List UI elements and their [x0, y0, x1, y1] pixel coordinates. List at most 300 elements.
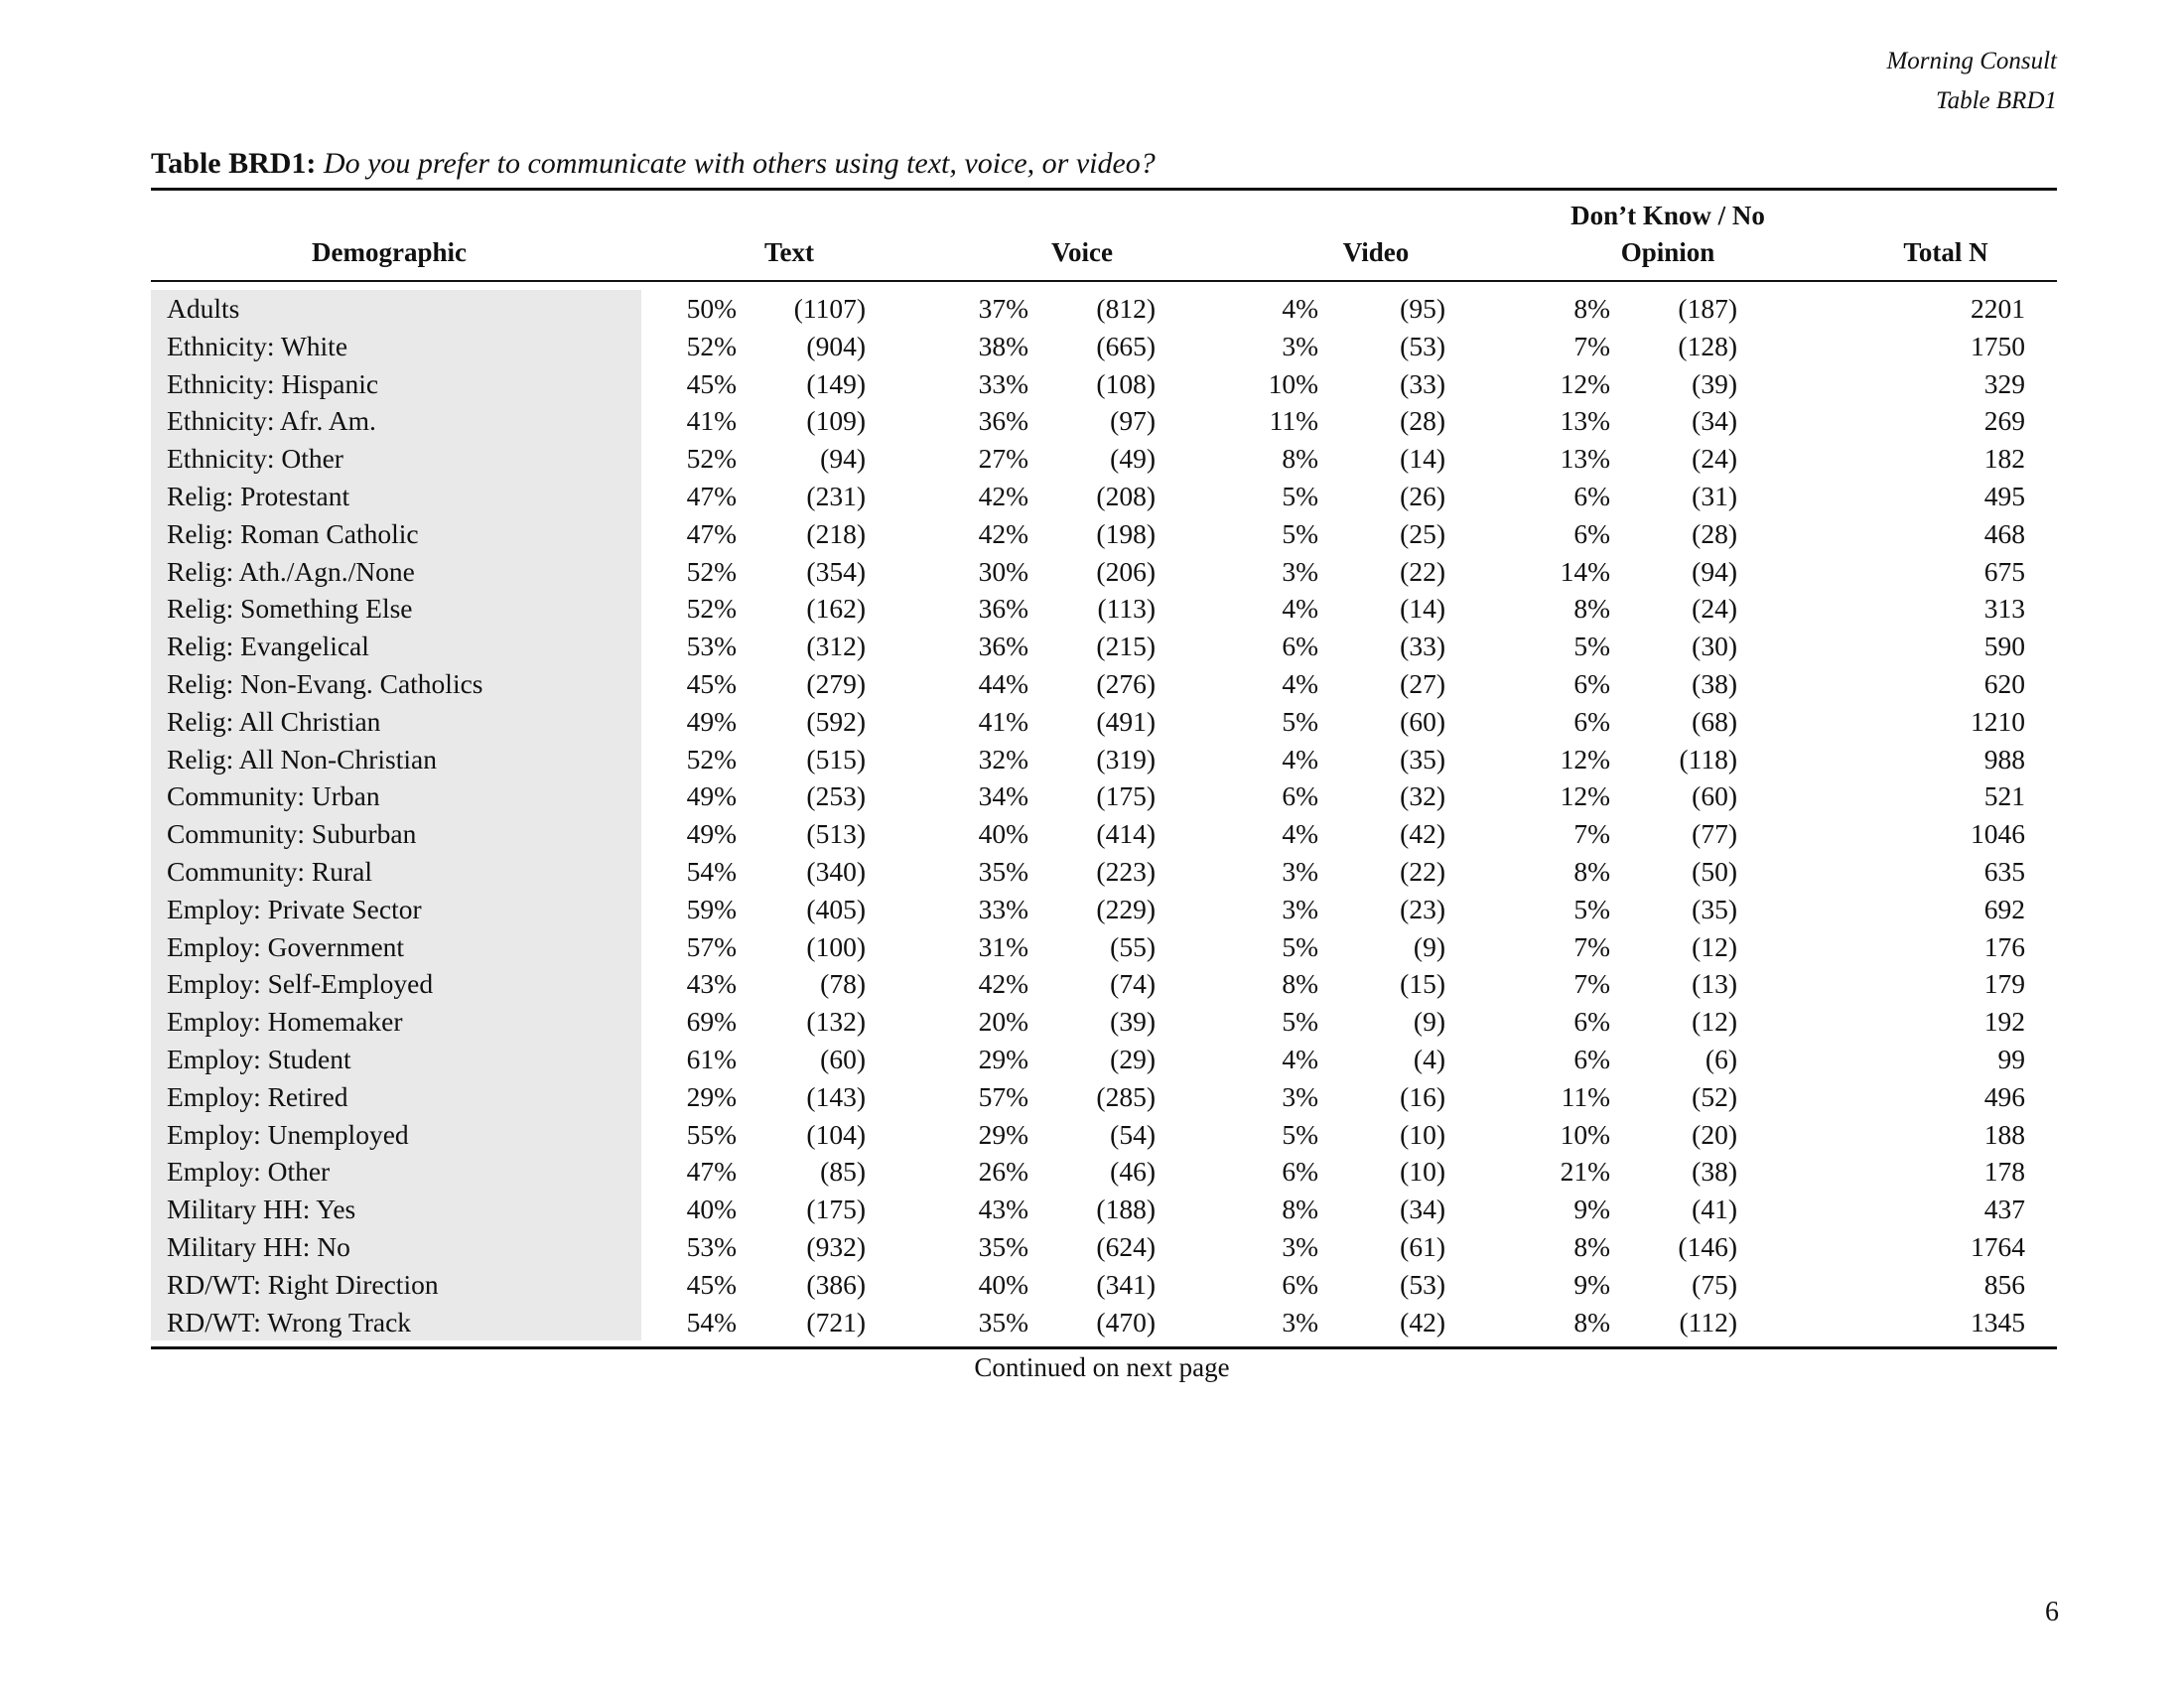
table-row	[151, 328, 2057, 365]
voice-count: (175)	[1096, 780, 1156, 812]
video-percent: 5%	[1282, 1006, 1318, 1038]
row-label: Employ: Unemployed	[167, 1118, 409, 1150]
text-count: (592)	[806, 705, 866, 737]
voice-percent: 40%	[978, 818, 1028, 850]
video-percent: 3%	[1282, 1080, 1318, 1112]
video-percent: 6%	[1282, 1268, 1318, 1300]
dont-know-percent: 8%	[1573, 1230, 1610, 1262]
voice-percent: 33%	[978, 893, 1028, 924]
row-label: RD/WT: Wrong Track	[167, 1306, 412, 1337]
video-percent: 5%	[1282, 705, 1318, 737]
voice-percent: 33%	[978, 367, 1028, 399]
voice-percent: 26%	[978, 1156, 1028, 1188]
dont-know-percent: 7%	[1573, 330, 1610, 361]
dont-know-percent: 13%	[1560, 443, 1610, 475]
text-percent: 52%	[686, 555, 737, 587]
video-count: (61)	[1400, 1230, 1445, 1262]
video-percent: 4%	[1282, 1043, 1318, 1074]
video-percent: 11%	[1269, 405, 1318, 437]
total-n: 496	[1983, 1080, 2025, 1112]
row-label: Relig: Ath./Agn./None	[167, 555, 415, 587]
text-percent: 57%	[686, 930, 737, 962]
voice-count: (665)	[1096, 330, 1156, 361]
text-count: (78)	[820, 968, 866, 1000]
video-percent: 5%	[1282, 930, 1318, 962]
page-header	[1886, 42, 2057, 121]
text-count: (513)	[806, 818, 866, 850]
voice-count: (341)	[1096, 1268, 1156, 1300]
total-n: 620	[1983, 667, 2025, 699]
table-row	[151, 1041, 2057, 1078]
dont-know-count: (41)	[1692, 1194, 1737, 1225]
dont-know-count: (68)	[1692, 705, 1737, 737]
dont-know-count: (20)	[1692, 1118, 1737, 1150]
dont-know-percent: 6%	[1573, 705, 1610, 737]
total-n: 1764	[1971, 1230, 2025, 1262]
text-count: (104)	[806, 1118, 866, 1150]
table-row	[151, 965, 2057, 1003]
dont-know-percent: 14%	[1560, 555, 1610, 587]
voice-count: (223)	[1096, 855, 1156, 887]
video-count: (95)	[1400, 293, 1445, 324]
dont-know-percent: 12%	[1560, 780, 1610, 812]
voice-count: (319)	[1096, 743, 1156, 774]
text-count: (405)	[806, 893, 866, 924]
voice-percent: 32%	[978, 743, 1028, 774]
col-header-video: Video	[1342, 237, 1410, 267]
dont-know-count: (13)	[1692, 968, 1737, 1000]
dont-know-count: (34)	[1692, 405, 1737, 437]
bottom-rule	[151, 1346, 2057, 1349]
text-count: (85)	[820, 1156, 866, 1188]
dont-know-count: (50)	[1692, 855, 1737, 887]
dont-know-percent: 7%	[1573, 968, 1610, 1000]
video-percent: 3%	[1282, 893, 1318, 924]
video-count: (16)	[1400, 1080, 1445, 1112]
text-count: (904)	[806, 330, 866, 361]
row-label: Employ: Other	[167, 1156, 331, 1188]
total-n: 1345	[1971, 1306, 2025, 1337]
voice-percent: 31%	[978, 930, 1028, 962]
text-percent: 49%	[686, 705, 737, 737]
col-header-dont-know-line1: Don’t Know / No	[1570, 201, 1765, 230]
dont-know-percent: 7%	[1573, 930, 1610, 962]
voice-percent: 36%	[978, 631, 1028, 662]
text-percent: 41%	[686, 405, 737, 437]
col-header-dont-know	[1519, 198, 1817, 271]
text-percent: 45%	[686, 667, 737, 699]
text-count: (1107)	[793, 293, 866, 324]
voice-percent: 35%	[978, 1230, 1028, 1262]
voice-count: (46)	[1110, 1156, 1156, 1188]
dont-know-count: (12)	[1692, 1006, 1737, 1038]
voice-percent: 42%	[978, 480, 1028, 511]
table-row	[151, 290, 2057, 328]
dont-know-percent: 9%	[1573, 1194, 1610, 1225]
voice-count: (97)	[1110, 405, 1156, 437]
video-percent: 3%	[1282, 555, 1318, 587]
text-percent: 55%	[686, 1118, 737, 1150]
table-row	[151, 891, 2057, 928]
text-percent: 29%	[686, 1080, 737, 1112]
table-row	[151, 1228, 2057, 1266]
video-percent: 4%	[1282, 293, 1318, 324]
total-n: 521	[1983, 780, 2025, 812]
text-count: (109)	[806, 405, 866, 437]
voice-count: (39)	[1110, 1006, 1156, 1038]
video-percent: 5%	[1282, 480, 1318, 511]
table-row	[151, 1304, 2057, 1341]
dont-know-count: (187)	[1678, 293, 1737, 324]
text-count: (60)	[820, 1043, 866, 1074]
row-label: RD/WT: Right Direction	[167, 1268, 439, 1300]
dont-know-count: (38)	[1692, 667, 1737, 699]
table-row	[151, 515, 2057, 553]
voice-count: (54)	[1110, 1118, 1156, 1150]
text-count: (175)	[806, 1194, 866, 1225]
video-count: (14)	[1400, 593, 1445, 625]
table-row	[151, 815, 2057, 853]
row-label: Employ: Private Sector	[167, 893, 422, 924]
dont-know-count: (118)	[1679, 743, 1737, 774]
total-n: 1210	[1971, 705, 2025, 737]
dont-know-percent: 7%	[1573, 818, 1610, 850]
voice-count: (74)	[1110, 968, 1156, 1000]
row-label: Adults	[167, 293, 240, 324]
video-count: (27)	[1400, 667, 1445, 699]
dont-know-percent: 5%	[1573, 631, 1610, 662]
text-percent: 52%	[686, 743, 737, 774]
text-percent: 49%	[686, 780, 737, 812]
dont-know-count: (12)	[1692, 930, 1737, 962]
text-count: (253)	[806, 780, 866, 812]
voice-percent: 27%	[978, 443, 1028, 475]
video-percent: 6%	[1282, 1156, 1318, 1188]
voice-count: (414)	[1096, 818, 1156, 850]
total-n: 590	[1983, 631, 2025, 662]
row-label: Employ: Homemaker	[167, 1006, 403, 1038]
total-n: 176	[1983, 930, 2025, 962]
total-n: 1046	[1971, 818, 2025, 850]
total-n: 437	[1983, 1194, 2025, 1225]
text-percent: 40%	[686, 1194, 737, 1225]
dont-know-percent: 6%	[1573, 667, 1610, 699]
text-percent: 54%	[686, 1306, 737, 1337]
video-count: (28)	[1400, 405, 1445, 437]
text-percent: 53%	[686, 631, 737, 662]
video-count: (15)	[1400, 968, 1445, 1000]
text-percent: 52%	[686, 593, 737, 625]
voice-count: (624)	[1096, 1230, 1156, 1262]
voice-percent: 34%	[978, 780, 1028, 812]
text-percent: 47%	[686, 480, 737, 511]
voice-count: (55)	[1110, 930, 1156, 962]
row-label: Community: Suburban	[167, 818, 417, 850]
video-percent: 4%	[1282, 743, 1318, 774]
dont-know-count: (52)	[1692, 1080, 1737, 1112]
voice-count: (215)	[1096, 631, 1156, 662]
text-count: (231)	[806, 480, 866, 511]
table-row	[151, 1078, 2057, 1116]
total-n: 635	[1983, 855, 2025, 887]
table-row	[151, 665, 2057, 703]
video-count: (9)	[1413, 930, 1445, 962]
dont-know-percent: 11%	[1561, 1080, 1610, 1112]
total-n: 856	[1983, 1268, 2025, 1300]
text-count: (932)	[806, 1230, 866, 1262]
dont-know-count: (31)	[1692, 480, 1737, 511]
dont-know-percent: 8%	[1573, 593, 1610, 625]
video-count: (22)	[1400, 855, 1445, 887]
row-label: Relig: All Non-Christian	[167, 743, 437, 774]
dont-know-count: (30)	[1692, 631, 1737, 662]
table-title-question: Do you prefer to communicate with others using text, voice, or video?	[323, 147, 1156, 180]
video-percent: 6%	[1282, 780, 1318, 812]
voice-count: (206)	[1096, 555, 1156, 587]
dont-know-percent: 6%	[1573, 1043, 1610, 1074]
voice-count: (108)	[1096, 367, 1156, 399]
text-count: (386)	[806, 1268, 866, 1300]
row-label: Employ: Retired	[167, 1080, 348, 1112]
col-header-voice: Voice	[1051, 237, 1113, 267]
voice-percent: 41%	[978, 705, 1028, 737]
voice-percent: 40%	[978, 1268, 1028, 1300]
voice-count: (491)	[1096, 705, 1156, 737]
dont-know-count: (28)	[1692, 517, 1737, 549]
voice-count: (229)	[1096, 893, 1156, 924]
voice-percent: 57%	[978, 1080, 1028, 1112]
video-count: (23)	[1400, 893, 1445, 924]
voice-count: (812)	[1096, 293, 1156, 324]
voice-percent: 30%	[978, 555, 1028, 587]
text-percent: 47%	[686, 517, 737, 549]
total-n: 2201	[1971, 293, 2025, 324]
video-percent: 5%	[1282, 517, 1318, 549]
text-count: (162)	[806, 593, 866, 625]
row-label: Relig: All Christian	[167, 705, 381, 737]
dont-know-count: (77)	[1692, 818, 1737, 850]
table-row	[151, 478, 2057, 515]
text-count: (132)	[806, 1006, 866, 1038]
video-count: (42)	[1400, 1306, 1445, 1337]
dont-know-count: (75)	[1692, 1268, 1737, 1300]
video-percent: 3%	[1282, 1306, 1318, 1337]
video-percent: 3%	[1282, 330, 1318, 361]
voice-count: (208)	[1096, 480, 1156, 511]
video-count: (10)	[1400, 1156, 1445, 1188]
text-count: (721)	[806, 1306, 866, 1337]
table-body	[151, 290, 2057, 1340]
text-count: (100)	[806, 930, 866, 962]
total-n: 182	[1983, 443, 2025, 475]
video-count: (33)	[1400, 631, 1445, 662]
video-count: (4)	[1413, 1043, 1445, 1074]
row-label: Community: Urban	[167, 780, 380, 812]
total-n: 99	[1997, 1043, 2025, 1074]
total-n: 988	[1983, 743, 2025, 774]
text-percent: 53%	[686, 1230, 737, 1262]
dont-know-count: (24)	[1692, 593, 1737, 625]
dont-know-count: (112)	[1679, 1306, 1737, 1337]
table-row	[151, 853, 2057, 891]
table-row	[151, 1116, 2057, 1154]
voice-percent: 35%	[978, 1306, 1028, 1337]
video-count: (53)	[1400, 330, 1445, 361]
total-n: 179	[1983, 968, 2025, 1000]
col-header-demographic: Demographic	[312, 237, 467, 267]
total-n: 692	[1983, 893, 2025, 924]
video-count: (14)	[1400, 443, 1445, 475]
table-title	[151, 147, 1156, 181]
dont-know-count: (6)	[1705, 1043, 1737, 1074]
table-row	[151, 741, 2057, 778]
row-label: Relig: Evangelical	[167, 631, 369, 662]
voice-percent: 42%	[978, 968, 1028, 1000]
text-percent: 50%	[686, 293, 737, 324]
dont-know-percent: 8%	[1573, 1306, 1610, 1337]
video-count: (22)	[1400, 555, 1445, 587]
video-count: (10)	[1400, 1118, 1445, 1150]
text-count: (312)	[806, 631, 866, 662]
voice-percent: 42%	[978, 517, 1028, 549]
dont-know-count: (128)	[1678, 330, 1737, 361]
table-row	[151, 440, 2057, 478]
row-label: Ethnicity: Afr. Am.	[167, 405, 376, 437]
dont-know-percent: 8%	[1573, 855, 1610, 887]
video-percent: 5%	[1282, 1118, 1318, 1150]
table-row	[151, 553, 2057, 591]
text-count: (218)	[806, 517, 866, 549]
row-label: Community: Rural	[167, 855, 373, 887]
dont-know-percent: 12%	[1560, 743, 1610, 774]
total-n: 269	[1983, 405, 2025, 437]
video-percent: 8%	[1282, 443, 1318, 475]
voice-percent: 29%	[978, 1043, 1028, 1074]
voice-count: (470)	[1096, 1306, 1156, 1337]
voice-percent: 36%	[978, 405, 1028, 437]
text-count: (340)	[806, 855, 866, 887]
text-percent: 49%	[686, 818, 737, 850]
total-n: 329	[1983, 367, 2025, 399]
video-count: (42)	[1400, 818, 1445, 850]
continued-note: Continued on next page	[974, 1352, 1230, 1382]
row-label: Military HH: No	[167, 1230, 350, 1262]
table-row	[151, 402, 2057, 440]
table-row	[151, 703, 2057, 741]
dont-know-count: (35)	[1692, 893, 1737, 924]
text-count: (143)	[806, 1080, 866, 1112]
total-n: 313	[1983, 593, 2025, 625]
voice-count: (188)	[1096, 1194, 1156, 1225]
dont-know-percent: 10%	[1560, 1118, 1610, 1150]
dont-know-percent: 8%	[1573, 293, 1610, 324]
voice-percent: 20%	[978, 1006, 1028, 1038]
dont-know-percent: 5%	[1573, 893, 1610, 924]
dont-know-count: (60)	[1692, 780, 1737, 812]
text-percent: 69%	[686, 1006, 737, 1038]
video-percent: 10%	[1268, 367, 1318, 399]
table-row	[151, 365, 2057, 403]
dont-know-count: (38)	[1692, 1156, 1737, 1188]
voice-count: (49)	[1110, 443, 1156, 475]
video-count: (53)	[1400, 1268, 1445, 1300]
video-percent: 4%	[1282, 818, 1318, 850]
video-count: (33)	[1400, 367, 1445, 399]
header-org: Morning Consult	[1886, 48, 2057, 74]
total-n: 495	[1983, 480, 2025, 511]
row-label: Relig: Something Else	[167, 593, 413, 625]
row-label: Employ: Government	[167, 930, 405, 962]
text-count: (279)	[806, 667, 866, 699]
total-n: 1750	[1971, 330, 2025, 361]
dont-know-percent: 9%	[1573, 1268, 1610, 1300]
text-count: (94)	[820, 443, 866, 475]
col-header-text: Text	[763, 237, 814, 267]
dont-know-percent: 13%	[1560, 405, 1610, 437]
row-label: Relig: Roman Catholic	[167, 517, 419, 549]
voice-percent: 37%	[978, 293, 1028, 324]
video-count: (34)	[1400, 1194, 1445, 1225]
dont-know-count: (24)	[1692, 443, 1737, 475]
voice-percent: 29%	[978, 1118, 1028, 1150]
dont-know-count: (39)	[1692, 367, 1737, 399]
dont-know-percent: 12%	[1560, 367, 1610, 399]
table-title-label: Table BRD1:	[151, 147, 317, 180]
total-n: 188	[1983, 1118, 2025, 1150]
table-row	[151, 1191, 2057, 1228]
row-label: Ethnicity: Other	[167, 443, 343, 475]
text-percent: 61%	[686, 1043, 737, 1074]
voice-percent: 38%	[978, 330, 1028, 361]
table-row	[151, 777, 2057, 815]
table-row	[151, 1153, 2057, 1191]
header-rule	[151, 280, 2057, 282]
dont-know-percent: 21%	[1560, 1156, 1610, 1188]
text-count: (149)	[806, 367, 866, 399]
row-label: Military HH: Yes	[167, 1194, 356, 1225]
text-count: (515)	[806, 743, 866, 774]
dont-know-count: (146)	[1678, 1230, 1737, 1262]
total-n: 178	[1983, 1156, 2025, 1188]
voice-percent: 35%	[978, 855, 1028, 887]
text-percent: 45%	[686, 367, 737, 399]
voice-count: (276)	[1096, 667, 1156, 699]
top-rule	[151, 188, 2057, 191]
table-row	[151, 928, 2057, 966]
table-row	[151, 628, 2057, 665]
total-n: 192	[1983, 1006, 2025, 1038]
video-percent: 3%	[1282, 855, 1318, 887]
video-percent: 6%	[1282, 631, 1318, 662]
text-count: (354)	[806, 555, 866, 587]
text-percent: 52%	[686, 443, 737, 475]
text-percent: 59%	[686, 893, 737, 924]
video-percent: 8%	[1282, 968, 1318, 1000]
video-count: (26)	[1400, 480, 1445, 511]
video-count: (25)	[1400, 517, 1445, 549]
video-count: (60)	[1400, 705, 1445, 737]
page-number: 6	[2045, 1597, 2059, 1627]
row-label: Employ: Student	[167, 1043, 351, 1074]
voice-count: (113)	[1097, 593, 1156, 625]
voice-percent: 36%	[978, 593, 1028, 625]
header-table-ref: Table BRD1	[1936, 87, 2057, 114]
dont-know-percent: 6%	[1573, 480, 1610, 511]
row-label: Relig: Non-Evang. Catholics	[167, 667, 483, 699]
video-percent: 3%	[1282, 1230, 1318, 1262]
video-count: (35)	[1400, 743, 1445, 774]
dont-know-count: (94)	[1692, 555, 1737, 587]
